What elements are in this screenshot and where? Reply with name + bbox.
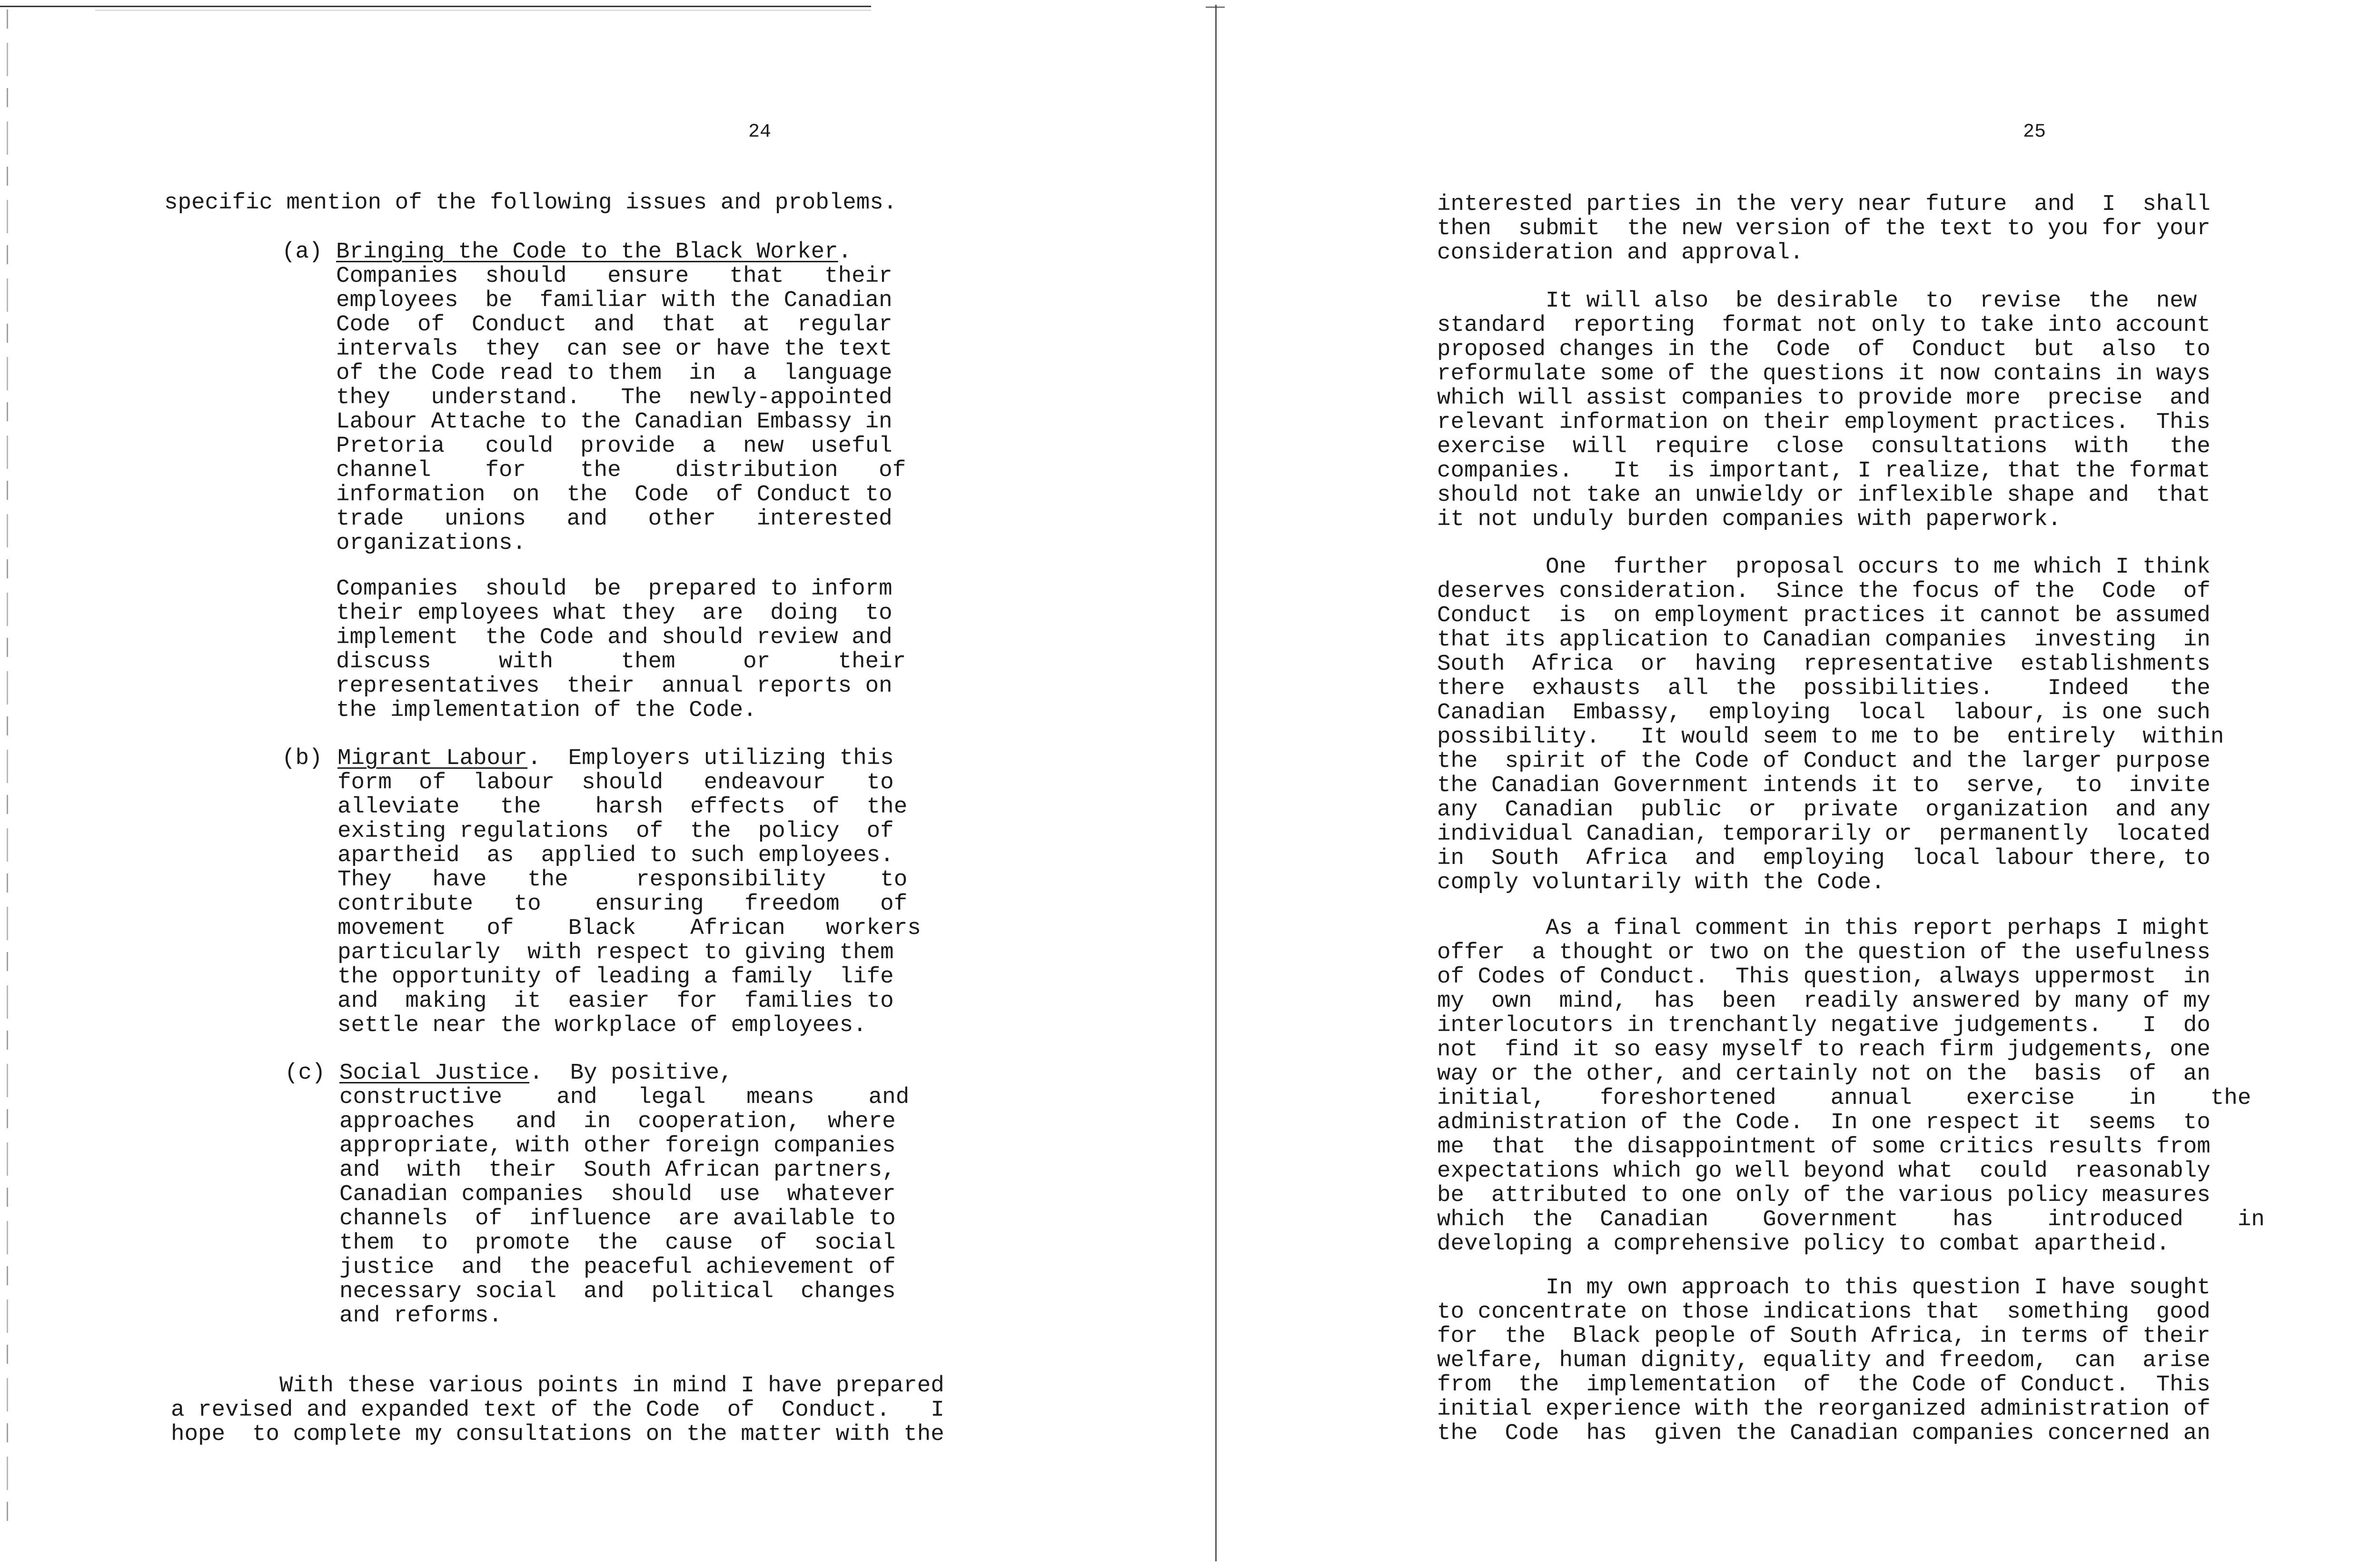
right-paragraph-5: In my own approach to this question I have sought to concentrate on those indications that something good for the Black people of South Africa, in terms of their welfare, human dignity, equality and freedom, can arise from the implementation of the Code of Conduct. This initial experience with the reorganized administration of the Code has given the Canadian companies concerned an	[1437, 1275, 2211, 1446]
right-paragraph-2: It will also be desirable to revise the new standard reporting format not only to take into account proposed changes in the Code of Conduct but also to reformulate some of the questions it now contains in ways which will assist companies to provide more precise and relevant information on their employment practices. This exercise will require close consultations with the companies. It is important, I realize, that the format should not take an unwieldy or inflexible shape and that it not unduly burden companies with paperwork.	[1437, 288, 2211, 532]
closing-paragraph: With these various points in mind I have prepared a revised and expanded text of the Code of Conduct. I hope to complete my consultations on the matter with the	[171, 1373, 944, 1447]
right-paragraph-1: interested parties in the very near future and I shall then submit the new version of the text to you for your consideration and approval.	[1437, 191, 2211, 266]
item-a-paragraph-2: Companies should be prepared to inform their employees what they are doing to implement the Code and should review and discuss with them or their representatives their annual reports on the implementation of the Code.	[336, 576, 906, 723]
page-number-left: 24	[748, 121, 772, 143]
item-c-paragraph	[339, 1061, 909, 1328]
scan-top-rule	[0, 6, 871, 7]
item-b-text: . Employers utilizing this form of labour should endeavour to alleviate the harsh effects of the existing regulations of the policy of apartheid as applied to such employees. They have the responsibility to contribute to ensuring freedom of movement of Black African workers particularly with respect to giving them the opportunity of leading a family life and making it easier for families to settle near the workplace of employees.	[337, 745, 921, 1038]
intro-line: specific mention of the following issues and problems.	[164, 190, 897, 216]
item-b-heading: Migrant Labour	[337, 745, 528, 771]
item-a-heading-suffix: .	[838, 239, 852, 265]
item-a-paragraph-1: Companies should ensure that their employees be familiar with the Canadian Code of Conduct and that at regular intervals they can see or have the text of the Code read to them in a language they understand. The newly-appointed Labour Attache to the Canadian Embassy in Pretoria could provide a new useful channel for the distribution of information on the Code of Conduct to trade unions and other interested organizations.	[336, 263, 906, 556]
item-a-label: (a)	[282, 239, 323, 265]
page-number-right: 25	[2023, 121, 2046, 143]
scan-left-edge	[7, 10, 8, 1523]
item-b-paragraph	[337, 746, 921, 1038]
right-paragraph-4: As a final comment in this report perhaps I might offer a thought or two on the question of the usefulness of Codes of Conduct. This question, always uppermost in my own mind, has been readily answered by many of my interlocutors in trenchantly negative judgements. I do not find it so easy myself to reach firm judgements, one way or the other, and certainly not on the basis of an initial, foreshortened annual exercise in the administration of the Code. In one respect it seems to me that the disappointment of some critics results from expectations which go well beyond what could reasonably be attributed to one only of the various policy measures which the Canadian Government has introduced in developing a comprehensive policy to combat apartheid.	[1437, 915, 2265, 1257]
item-b-label: (b)	[282, 745, 323, 771]
page-gutter	[1215, 5, 1217, 1561]
item-c-text: . By positive, constructive and legal means and approaches and in cooperation, where appropriate, with other foreign companies and with their South African partners, Canadian companies should use whatever channels of influence are available to them to promote the cause of social justice and the peaceful achievement of necessary social and political changes and reforms.	[339, 1060, 910, 1329]
item-a-heading-line	[336, 240, 852, 264]
item-c-label: (c)	[285, 1060, 326, 1086]
right-paragraph-3: One further proposal occurs to me which I think deserves consideration. Since the focus of the Code of Conduct is on employment practices it cannot be assumed that its application to Canadian companies investing in South Africa or having representative establishments there exhausts all the possibilities. Indeed the Canadian Embassy, employing local labour, is one such possibility. It would seem to me to be entirely within the spirit of the Code of Conduct and the larger purpose the Canadian Government intends it to serve, to invite any Canadian public or private organization and any individual Canadian, temporarily or permanently located in South Africa and employing local labour there, to comply voluntarily with the Code.	[1437, 554, 2224, 895]
gutter-tick	[1206, 7, 1225, 8]
item-c-heading: Social Justice	[339, 1060, 530, 1086]
item-a-heading: Bringing the Code to the Black Worker	[336, 239, 838, 265]
